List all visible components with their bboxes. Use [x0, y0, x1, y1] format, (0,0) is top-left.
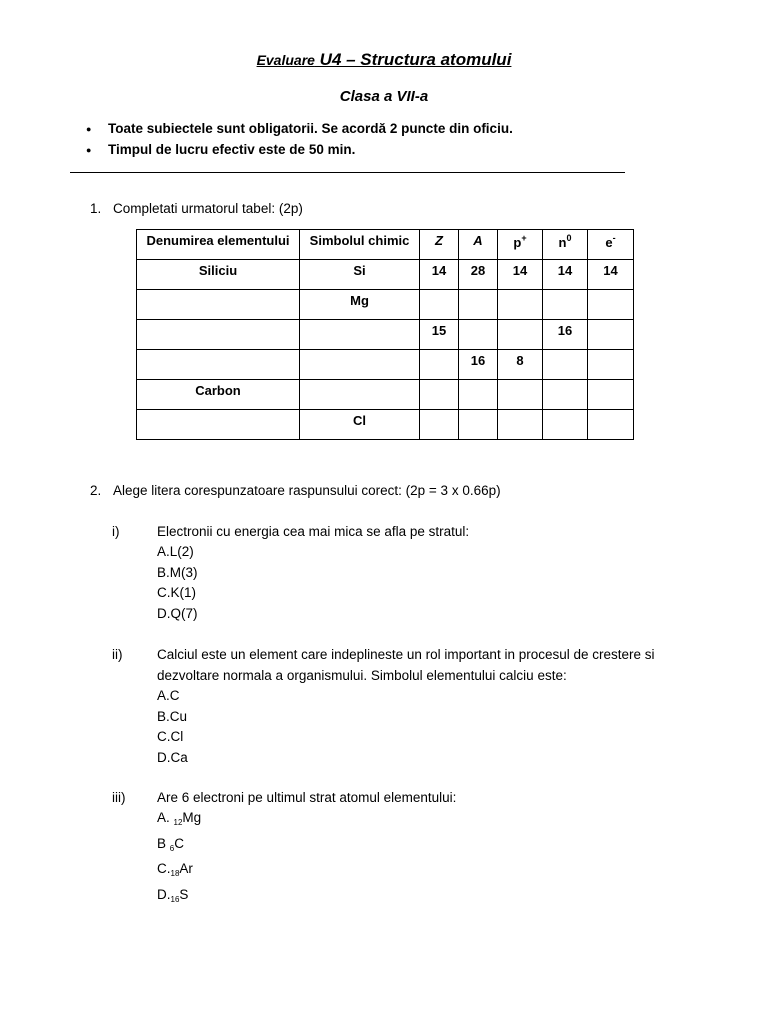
option-item[interactable]: B.Cu — [157, 708, 188, 724]
header-cell: A — [459, 230, 498, 260]
header-e: e — [605, 235, 613, 250]
table-cell: Si — [300, 260, 420, 290]
table-cell[interactable] — [588, 290, 634, 320]
table-cell[interactable] — [459, 410, 498, 440]
option-item[interactable]: C.K(1) — [157, 585, 197, 600]
q2-number: 2. — [90, 483, 102, 498]
table-cell: Cl — [300, 410, 420, 440]
option-item[interactable]: $D._{16}S$ — [157, 886, 189, 904]
header-cell: Z — [420, 230, 459, 260]
table-cell[interactable] — [543, 350, 588, 380]
table-cell[interactable] — [543, 410, 588, 440]
table-row — [137, 320, 634, 350]
option-item[interactable]: C.Cl — [157, 729, 184, 744]
table-row — [137, 410, 634, 440]
header-cell — [588, 230, 634, 260]
option-item[interactable]: D.Q(7) — [157, 605, 198, 621]
title-prefix: Evaluare — [256, 52, 315, 68]
table-row — [137, 260, 634, 290]
header-p-mark: + — [521, 233, 527, 243]
table-row — [137, 380, 634, 410]
table-cell[interactable] — [588, 350, 634, 380]
option-item[interactable]: B.M(3) — [157, 564, 198, 580]
table-cell[interactable] — [300, 350, 420, 380]
option-item[interactable]: A.C — [157, 688, 180, 703]
table-cell: Siliciu — [137, 260, 300, 290]
table-cell[interactable] — [498, 320, 543, 350]
table-cell[interactable] — [588, 320, 634, 350]
subq-label: iii) — [112, 790, 126, 805]
table-row — [137, 350, 634, 380]
table-cell[interactable] — [543, 290, 588, 320]
table-cell: 8 — [498, 350, 543, 380]
option-item[interactable]: A. $_{12}$Mg — [157, 810, 202, 827]
header-e-mark: - — [612, 233, 616, 243]
table-cell[interactable] — [543, 380, 588, 410]
subq-options — [157, 808, 201, 910]
subq-text: Electronii cu energia cea mai mica se afla pe stratul: — [157, 524, 470, 539]
table-cell[interactable] — [588, 410, 634, 440]
header-cell: Simbolul chimic — [300, 230, 420, 260]
option-item[interactable]: A.L(2) — [157, 544, 194, 559]
subq-line: Calciul este un element care indeplineste un rol important in procesul de crestere si — [157, 647, 655, 662]
table-cell[interactable] — [137, 320, 300, 350]
table-cell: 16 — [543, 320, 588, 350]
table-cell[interactable] — [459, 380, 498, 410]
header-cell — [543, 230, 588, 260]
subq-text: Are 6 electroni pe ultimul strat atomul elementului: — [157, 790, 457, 805]
header-n-mark: 0 — [566, 233, 572, 243]
subq-options — [157, 542, 198, 624]
instructions-list — [86, 120, 513, 162]
header-p: p — [513, 235, 522, 250]
table-cell[interactable] — [137, 350, 300, 380]
q1-text: Completati urmatorul tabel: (2p) — [113, 201, 303, 216]
table-cell[interactable] — [459, 290, 498, 320]
header-n: n — [558, 235, 567, 250]
table-cell[interactable] — [420, 290, 459, 320]
page-title — [0, 50, 768, 70]
class-label: Clasa a VII-a — [339, 88, 429, 105]
table-cell[interactable] — [420, 410, 459, 440]
table-cell[interactable] — [588, 380, 634, 410]
table-header-row — [137, 230, 634, 260]
table-cell: Mg — [300, 290, 420, 320]
table-cell[interactable] — [498, 380, 543, 410]
option-item[interactable]: $C._{18}Ar$ — [157, 861, 193, 878]
option-item[interactable]: D.Ca — [157, 749, 188, 765]
header-cell — [498, 230, 543, 260]
table-cell[interactable] — [300, 320, 420, 350]
divider — [70, 172, 625, 173]
option-item[interactable]: B $_6$C — [157, 835, 184, 853]
table-cell: 28 — [459, 260, 498, 290]
table-cell[interactable] — [498, 290, 543, 320]
table-cell: 14 — [498, 260, 543, 290]
table-cell[interactable] — [137, 290, 300, 320]
table-cell: 14 — [588, 260, 634, 290]
table-cell[interactable] — [420, 380, 459, 410]
subq-options — [157, 686, 188, 768]
subq-label: i) — [112, 524, 120, 539]
table-cell: Carbon — [137, 380, 300, 410]
subq-text — [157, 645, 687, 686]
instruction-item: ● Toate subiectele sunt obligatorii. Se acordă 2 puncte din oficiu. — [86, 120, 513, 141]
element-table — [136, 229, 634, 440]
table-cell: 15 — [420, 320, 459, 350]
instruction-item: ● Timpul de lucru efectiv este de 50 min. — [86, 141, 513, 162]
table-cell[interactable] — [420, 350, 459, 380]
table-cell[interactable] — [459, 320, 498, 350]
table-cell[interactable] — [137, 410, 300, 440]
table-cell[interactable] — [300, 380, 420, 410]
q1-number: 1. — [90, 201, 102, 216]
title-main: U4 – Structura atomului — [314, 50, 512, 69]
table-row — [137, 290, 634, 320]
table-cell: 14 — [420, 260, 459, 290]
table-cell: 16 — [459, 350, 498, 380]
table-cell: 14 — [543, 260, 588, 290]
q2-text: Alege litera corespunzatoare raspunsului corect: (2p = 3 x 0.66p) — [113, 483, 501, 498]
header-cell: Denumirea elementului — [137, 230, 300, 260]
subq-line: dezvoltare normala a organismului. Simbolul elementului calciu este: — [157, 667, 567, 683]
subq-label: ii) — [112, 647, 123, 662]
table-cell[interactable] — [498, 410, 543, 440]
